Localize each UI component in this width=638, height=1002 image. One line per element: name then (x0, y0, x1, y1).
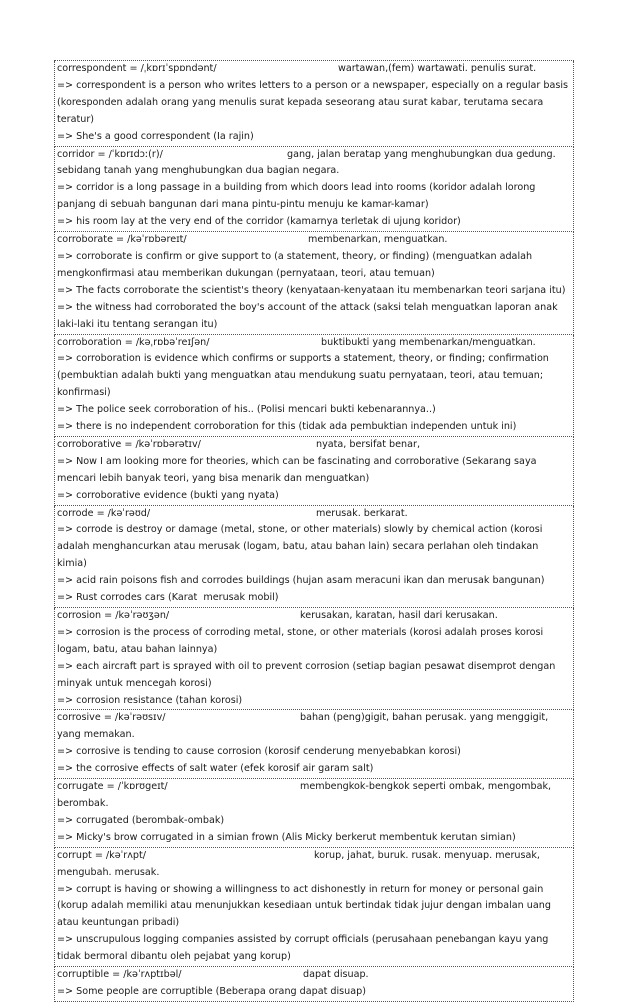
dictionary-entry (54, 608, 574, 710)
entry-header (57, 232, 571, 249)
entry-translation: merusak. berkarat. (316, 507, 408, 519)
entry-example: => unscrupulous logging companies assisted by corrupt officials (perusahaan penebangan kayu yang tidak bermoral dibantu oleh pejabat yang korup) (57, 934, 552, 963)
entry-definition: => corrosion is the process of corroding metal, stone, or other materials (korosi adalah proses korosi logam, batu, atau bahan lainnya) (57, 626, 547, 655)
entry-header (57, 779, 571, 813)
dictionary-entry (54, 335, 574, 437)
dictionary-entry (54, 147, 574, 233)
entry-headword: corridor = /ˈkɒrɪdɔː(r)/ (57, 148, 163, 160)
entry-example: => She's a good correspondent (Ia rajin) (57, 130, 254, 142)
entry-translation: kerusakan, karatan, hasil dari kerusakan. (300, 610, 498, 621)
entry-headword: corroboration = /kəˌrɒbəˈreɪʃən/ (57, 336, 210, 348)
entry-headword: corroborate = /kəˈrɒbəreɪt/ (57, 234, 187, 246)
entry-headword: corrosion = /kəˈrəʊʒən/ (57, 610, 170, 621)
entry-example: => there is no independent corroboration for this (tidak ada pembuktian independen untuk ini) (57, 421, 517, 433)
entry-translation: wartawan,(fem) wartawati. penulis surat. (338, 63, 537, 74)
entry-example: => acid rain poisons fish and corrodes buildings (hujan asam meracuni ikan dan merusak bangunan) (57, 575, 545, 587)
entry-example: => Some people are corruptible (Beberapa orang dapat disuap) (57, 985, 366, 997)
entry-definition: => corroboration is evidence which confirms or supports a statement, theory, or finding; confirmation (pembuktian adalah bukti yang menguatkan atau mendukung suatu pernyataan, teori, atau temuan; konfirmasi) (57, 353, 552, 399)
dictionary-entry (54, 779, 574, 848)
entry-headword: corrupt = /kəˈrʌpt/ (57, 849, 146, 861)
entry-definition: => corridor is a long passage in a building from which doors lead into rooms (koridor adalah lorong panjang di sebuah bangunan dari mana pintu-pintu menuju ke kamar-kamar) (57, 182, 539, 211)
entry-header (57, 147, 571, 181)
entry-example: => The police seek corroboration of his.. (Polisi mencari bukti kebenarannya..) (57, 404, 436, 416)
entry-definition: => correspondent is a person who writes letters to a person or a newspaper, especially on a regular basis (koresponden adalah orang yang menulis surat kepada seseorang atau surat kabar, terutama secara teratur) (57, 79, 572, 125)
entry-translation: buktibukti yang membenarkan/menguatkan. (321, 336, 536, 348)
dictionary-entry (54, 232, 574, 334)
entry-headword: corrugate = /ˈkɒrʊgeɪt/ (57, 781, 168, 793)
entry-example: => his room lay at the very end of the corridor (kamarnya terletak di ujung koridor) (57, 216, 461, 228)
entry-translation: membenarkan, menguatkan. (308, 234, 448, 246)
entry-headword: corruptible = /kəˈrʌptɪbəl/ (57, 969, 182, 981)
entry-headword: corrosive = /kəˈrəʊsɪv/ (57, 712, 166, 724)
entry-header (57, 710, 571, 744)
entry-header (57, 437, 571, 454)
entry-example: => Rust corrodes cars (Karat merusak mobil) (57, 592, 279, 604)
entry-translation: nyata, bersifat benar, (316, 438, 420, 450)
entry-definition: => corrupt is having or showing a willingness to act dishonestly in return for money or personal gain (korup adalah memiliki atau menunjukkan kesediaan untuk bertindak tidak jujur dengan imbalan uang atau keuntungan pribadi) (57, 883, 554, 929)
dictionary-entry (54, 437, 574, 506)
dictionary-entry (54, 61, 574, 147)
entry-headword: corroborative = /kəˈrɒbərətɪv/ (57, 438, 201, 450)
entry-header (57, 61, 571, 78)
entry-translation: dapat disuap. (303, 969, 369, 981)
entry-header (57, 848, 571, 882)
entry-header (57, 506, 571, 523)
entry-definition: => corroborate is confirm or give support to (a statement, theory, or finding) (menguatkan adalah mengkonfirmasi atau memberikan dukungan (pernyataan, teori, atau temuan) (57, 250, 536, 279)
dictionary-entry (54, 967, 574, 1002)
entry-translation: bahan (peng)gigit, bahan perusak. yang menggigit, yang memakan. (57, 712, 549, 741)
entry-translation: membengkok-bengkok seperti ombak, mengombak, berombak. (57, 781, 552, 809)
entry-example: => corrosion resistance (tahan korosi) (57, 694, 243, 706)
entry-example: => each aircraft part is sprayed with oil to prevent corrosion (setiap bagian pesawat disemprot dengan minyak untuk mencegah korosi) (57, 660, 559, 689)
entry-definition: => corrode is destroy or damage (metal, stone, or other materials) slowly by chemical action (korosi adalah menghancurkan atau merusak (logam, batu, atau bahan lain) secara perlahan oleh tindakan kimia) (57, 524, 546, 570)
dictionary-entry (54, 710, 574, 779)
entry-headword: corrode = /kəˈrəʊd/ (57, 507, 151, 519)
entry-definition: => corrosive is tending to cause corrosion (korosif cenderung menyebabkan korosi) (57, 746, 461, 758)
entry-example: => The facts corroborate the scientist's theory (kenyataan-kenyataan itu membenarkan teori sarjana itu) (57, 284, 566, 296)
entry-translation: gang, jalan beratap yang menghubungkan dua gedung. sebidang tanah yang menghubungkan dua bagian negara. (57, 148, 556, 177)
entry-example: => corrugated (berombak-ombak) (57, 814, 225, 826)
dictionary-entry (54, 506, 574, 608)
entry-example: => Micky's brow corrugated in a simian frown (Alis Micky berkerut membentuk kerutan simian) (57, 831, 516, 843)
entry-example: => the witness had corroborated the boy's account of the attack (saksi telah menguatkan laporan anak laki-laki itu tentang serangan itu) (57, 301, 561, 330)
entry-header (57, 608, 571, 625)
entry-header (57, 335, 571, 352)
entry-translation: korup, jahat, buruk. rusak. menyuap. merusak, mengubah. merusak. (57, 849, 540, 878)
dictionary-sheet (54, 60, 574, 1002)
entry-example: => the corrosive effects of salt water (efek korosif air garam salt) (57, 763, 374, 775)
dictionary-entry (54, 848, 574, 967)
entry-example: => Now I am looking more for theories, which can be fascinating and corroborative (Sekarang saya mencari lebih banyak teori, yang bisa menarik dan menguatkan) (57, 455, 540, 484)
entry-example: => corroborative evidence (bukti yang nyata) (57, 489, 279, 501)
entry-headword: correspondent = /ˌkɒrɪˈspɒndənt/ (57, 63, 217, 74)
entry-header (57, 967, 571, 984)
